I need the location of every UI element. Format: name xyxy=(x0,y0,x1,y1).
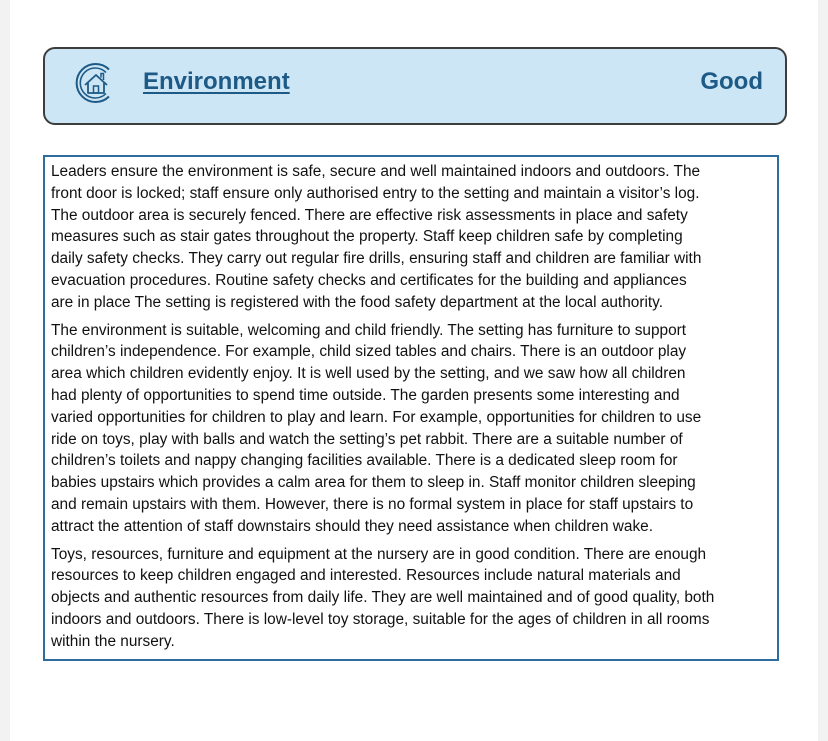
text-line: varied opportunities for children to play and learn. For example, opportunities for children to use xyxy=(51,408,702,426)
text-line: front door is locked; staff ensure only authorised entry to the setting and maintain a visitor’s log. xyxy=(51,184,700,202)
content-box xyxy=(43,155,779,661)
text-line: within the nursery. xyxy=(51,632,175,650)
text-line: ride on toys, play with balls and watch the setting’s pet rabbit. There are a suitable number of xyxy=(51,430,683,448)
text-line: evacuation procedures. Routine safety checks and certificates for the building and appliances xyxy=(51,271,687,289)
text-line: resources to keep children engaged and interested. Resources include natural materials and xyxy=(51,567,681,585)
text-line: indoors and outdoors. There is low-level toy storage, suitable for the ages of children in all rooms xyxy=(51,610,710,628)
text-line: and remain upstairs with them. However, there is no formal system in place for staff upstairs to xyxy=(51,495,694,513)
text-line: area which children evidently enjoy. It is well used by the setting, and we saw how all children xyxy=(51,365,686,383)
section-title: Environment xyxy=(143,68,290,95)
section-rating: Good xyxy=(700,68,763,95)
text-line: Toys, resources, furniture and equipment at the nursery are in good condition. There are enough xyxy=(51,545,707,563)
text-line: Leaders ensure the environment is safe, secure and well maintained indoors and outdoors. The xyxy=(51,163,701,180)
paragraph xyxy=(51,320,769,538)
section-header xyxy=(43,47,787,125)
paragraph xyxy=(51,161,769,314)
text-line: children’s toilets and nappy changing facilities available. There is a dedicated sleep room for xyxy=(51,452,678,470)
text-line: are in place The setting is registered with the food safety department at the local authority. xyxy=(51,293,663,311)
text-line: attract the attention of staff downstairs should they need assistance when children wake. xyxy=(51,517,654,535)
text-line: children’s independence. For example, child sized tables and chairs. There is an outdoor play xyxy=(51,343,687,361)
document-page xyxy=(10,0,818,741)
text-line: The outdoor area is securely fenced. There are effective risk assessments in place and safety xyxy=(51,206,688,224)
text-line: objects and authentic resources from daily life. They are well maintained and of good quality, both xyxy=(51,589,715,607)
text-line: measures such as stair gates throughout the property. Staff keep children safe by completing xyxy=(51,228,683,246)
paragraph xyxy=(51,544,769,653)
text-line: daily safety checks. They carry out regular fire drills, ensuring staff and children are familiar with xyxy=(51,250,702,268)
house-in-circle-icon xyxy=(73,61,117,105)
text-line: had plenty of opportunities to spend time outside. The garden presents some interesting and xyxy=(51,386,680,404)
text-line: babies upstairs which provides a calm area for them to sleep in. Staff monitor children sleeping xyxy=(51,474,696,492)
text-line: The environment is suitable, welcoming and child friendly. The setting has furniture to support xyxy=(51,321,687,339)
